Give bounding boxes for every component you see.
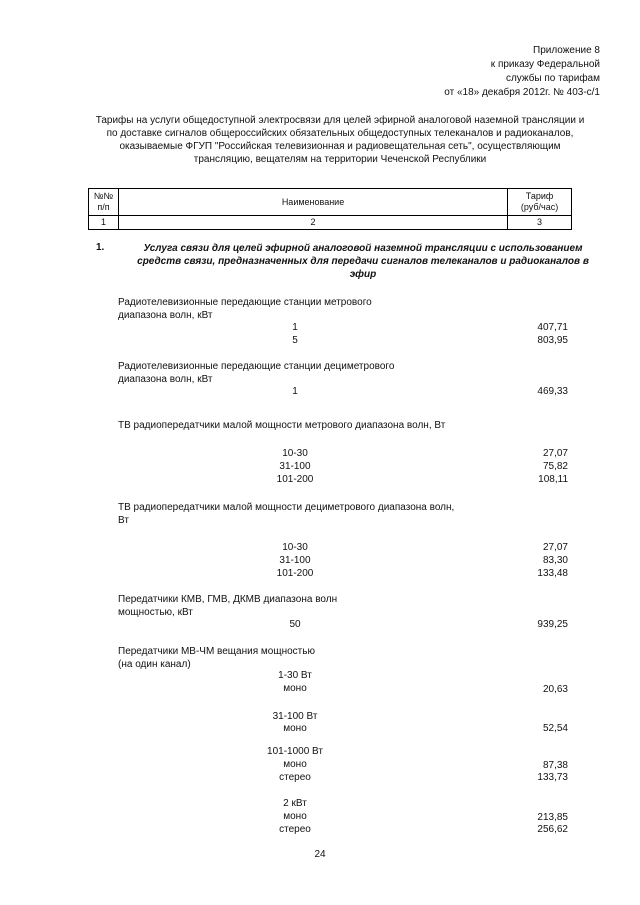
group-title-line: Радиотелевизионные передающие станции метрового (118, 297, 372, 308)
col-header-tariff: Тариф (руб/час) (508, 189, 572, 216)
tariff-value: 27,07 (542, 448, 568, 459)
appendix-line: службы по тарифам (505, 73, 600, 84)
title-line: по доставке сигналов общероссийских обязательных общедоступных телеканалов и радиоканалов, (106, 128, 574, 139)
tariff-value: 20,63 (542, 684, 568, 695)
mode-label: моно (283, 759, 307, 770)
tariff-value: 87,38 (542, 760, 568, 771)
tariff-value: 469,33 (537, 386, 568, 397)
mode-label: моно (283, 683, 307, 694)
group-title-line: Передатчики КМВ, ГМВ, ДКМВ диапазона волн (118, 594, 338, 605)
section-title (128, 242, 598, 281)
group-title-line: (на один канал) (118, 659, 191, 670)
group-title-line: Вт (118, 515, 129, 526)
power-range-label: 31-100 Вт (272, 711, 318, 722)
tariff-value: 213,85 (537, 812, 568, 823)
group-title-low-power-decimetric (118, 501, 454, 527)
table-header-row (89, 189, 572, 216)
group-title-low-power-metric (118, 419, 445, 432)
tariff-value: 27,07 (542, 542, 568, 553)
appendix-line: Приложение 8 (533, 45, 600, 56)
power-label: 10-30 (282, 542, 308, 553)
power-label: 101-200 (276, 474, 314, 485)
power-range-label: 1-30 Вт (278, 670, 312, 681)
mode-label: стерео (279, 772, 311, 783)
group-title-kmv-transmitters (118, 593, 337, 619)
group-title-line: Радиотелевизионные передающие станции дециметрового (118, 361, 395, 372)
col-header-name: Наименование (118, 189, 507, 216)
appendix-line: от «18» декабря 2012г. № 403-с/1 (444, 87, 600, 98)
power-label: 1 (292, 322, 298, 333)
power-label: 1 (292, 386, 298, 397)
section-title-line: средств связи, предназначенных для передачи сигналов телеканалов и радиоканалов в (137, 256, 589, 267)
tariff-header-table (88, 188, 572, 230)
power-label: 5 (292, 335, 298, 346)
title-line: трансляцию, вещателям на территории Чеченской Республики (193, 154, 487, 165)
table-number-row (89, 216, 572, 230)
power-range-label: 101-1000 Вт (267, 746, 323, 757)
group-title-line: ТВ радиопередатчики малой мощности дециметрового диапазона волн, (118, 502, 455, 513)
tariff-value: 83,30 (542, 555, 568, 566)
group-title-line: ТВ радиопередатчики малой мощности метрового диапазона волн, Вт (118, 420, 446, 431)
section-title-line: Услуга связи для целей эфирной аналоговой наземной трансляции с использованием (143, 243, 583, 254)
group-title-metric-stations (118, 296, 372, 322)
title-line: Тарифы на услуги общедоступной электросвязи для целей эфирной аналоговой наземной трансляции и (95, 115, 585, 126)
group-title-line: мощностью, кВт (118, 607, 193, 618)
col-header-number: №№ п/п (89, 189, 119, 216)
group-title-line: Передатчики МВ-ЧМ вещания мощностью (118, 646, 315, 657)
document-title (80, 114, 600, 166)
group-title-line: диапазона волн, кВт (118, 374, 213, 385)
appendix-line: к приказу Федеральной (490, 59, 600, 70)
section-title-line: эфир (349, 269, 377, 280)
tariff-value: 52,54 (542, 723, 568, 734)
power-label: 31-100 (279, 555, 311, 566)
mode-label: моно (283, 723, 307, 734)
mode-label: моно (283, 811, 307, 822)
tariff-value: 133,73 (537, 772, 568, 783)
power-label: 50 (289, 619, 301, 630)
tariff-value: 256,62 (537, 824, 568, 835)
page-number: 24 (314, 849, 326, 860)
appendix-reference (444, 44, 600, 100)
tariff-value: 407,71 (537, 322, 568, 333)
tariff-value: 939,25 (537, 619, 568, 630)
group-title-line: диапазона волн, кВт (118, 310, 213, 321)
power-label: 101-200 (276, 568, 314, 579)
power-label: 31-100 (279, 461, 311, 472)
group-title-fm-transmitters (118, 645, 315, 671)
tariff-value: 108,11 (538, 474, 568, 485)
col-number-1: 1 (89, 216, 119, 230)
section-number: 1. (96, 242, 105, 253)
col-number-2: 2 (118, 216, 507, 230)
power-range-label: 2 кВт (283, 798, 307, 809)
tariff-value: 75,82 (542, 461, 568, 472)
tariff-value: 803,95 (537, 335, 568, 346)
tariff-value: 133,48 (537, 568, 568, 579)
power-label: 10-30 (282, 448, 308, 459)
mode-label: стерео (279, 824, 311, 835)
group-title-decimetric-stations (118, 360, 394, 386)
title-line: оказываемые ФГУП "Российская телевизионная и радиовещательная сеть", осуществляющим (119, 141, 561, 152)
col-number-3: 3 (508, 216, 572, 230)
